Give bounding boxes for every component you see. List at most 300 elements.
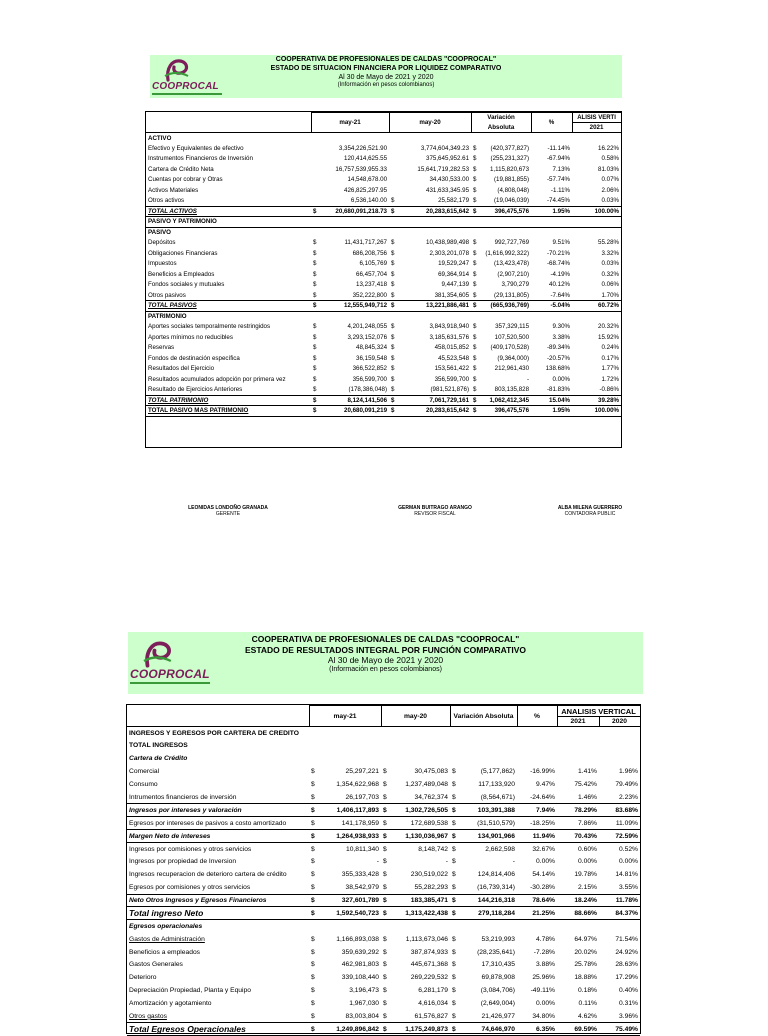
cell-s1 <box>311 175 319 186</box>
row-label: Efectivo y Equivalentes de efectivo <box>148 144 244 152</box>
row-label: Gastos Generales <box>129 961 183 969</box>
cell-v2 <box>390 752 450 765</box>
cell-s1 <box>311 133 319 144</box>
cell-v2: 1,302,726,505 <box>390 804 450 817</box>
cell-v2: 25,582,179 <box>438 197 470 204</box>
cell-v3: (255,231,327) <box>490 155 530 163</box>
row-label: Margen Neto de intereses <box>127 830 309 843</box>
cell-b: 0.52% <box>619 845 638 853</box>
cell-b <box>599 920 640 933</box>
cell-v: 0.06% <box>601 281 620 289</box>
cell-p: 25.96% <box>532 974 555 982</box>
cell-s1 <box>311 217 319 228</box>
cell-v: 15.92% <box>598 333 620 341</box>
cell-v1: 20,680,091,219 <box>319 406 389 417</box>
row-label: Cartera de Crédito Neta <box>148 165 214 173</box>
cell-p: -30.28% <box>530 883 555 891</box>
cell-p: 21.25% <box>517 907 557 920</box>
table-row <box>127 946 640 959</box>
cell-s1: $ <box>311 974 315 982</box>
cell-s3 <box>471 217 479 228</box>
cell-p: -81.83% <box>547 386 571 393</box>
cell-s3: $ <box>452 961 456 969</box>
cell-p: 0.00% <box>552 375 571 383</box>
company-title: COOPERATIVA DE PROFESIONALES DE CALDAS "COOPROCAL" <box>275 56 497 63</box>
cell-s2: $ <box>391 354 395 362</box>
cell-s2: $ <box>383 768 387 776</box>
cell-v3 <box>459 920 517 933</box>
cell-p: 3.38% <box>552 333 571 341</box>
logo-text: COOPROCAL <box>152 81 219 92</box>
logo-tagline-bar <box>152 93 222 95</box>
cell-s3: $ <box>473 354 477 362</box>
table-row <box>146 196 621 207</box>
cell-v1: 48,845,324 <box>356 344 388 352</box>
cell-v3: 144,216,318 <box>459 894 517 907</box>
cell-s2 <box>389 227 397 238</box>
row-label: Consumo <box>129 781 158 788</box>
cell-s2: $ <box>381 830 390 843</box>
cell-p: -67.94% <box>547 155 571 163</box>
cell-s3: $ <box>452 935 456 943</box>
table-row <box>127 881 640 894</box>
cell-v3: 3,790,279 <box>501 281 530 289</box>
cell-s2: $ <box>391 386 395 393</box>
cell-a: 18.88% <box>574 974 597 982</box>
table-row <box>146 290 621 301</box>
table-row <box>127 804 640 817</box>
col-pct: % <box>517 706 557 727</box>
cell-b: 0.00% <box>619 858 638 866</box>
signer-name: GERMAN BUITRAGO ARANGO <box>398 505 472 511</box>
cell-s2: $ <box>381 894 390 907</box>
row-label: Egresos por comisiones y otros servicios <box>129 883 251 891</box>
cell-p: 34.80% <box>532 1012 555 1020</box>
cell-v3: 1,062,412,345 <box>479 395 531 406</box>
cell-p <box>531 133 572 144</box>
cell-s2: $ <box>383 1000 387 1008</box>
cell-v3 <box>479 133 531 144</box>
cell-s2: $ <box>391 291 395 299</box>
cell-s3: $ <box>450 1023 459 1036</box>
cell-b: 71.54% <box>615 935 638 943</box>
cell-v3: (4,808,048) <box>497 186 530 194</box>
cell-s2: $ <box>391 239 395 247</box>
cell-v2: 8,148,742 <box>418 845 448 853</box>
cell-v2: 20,283,615,642 <box>397 206 471 217</box>
table-row <box>127 752 640 765</box>
cell-s1 <box>309 920 318 933</box>
cell-v1: 1,592,540,723 <box>318 907 381 920</box>
cell-p: 1.95% <box>531 406 572 417</box>
cell-p <box>531 311 572 322</box>
company-title: COOPERATIVA DE PROFESIONALES DE CALDAS "COOPROCAL" <box>251 634 520 644</box>
row-label: TOTAL PATRIMONIO <box>146 395 311 406</box>
cell-b: 3.55% <box>619 883 638 891</box>
cell-p: -49.11% <box>530 987 555 995</box>
cell-s2 <box>381 752 390 765</box>
row-label: Amortización y agotamiento <box>129 1000 212 1008</box>
cell-v <box>572 133 621 144</box>
cell-s2 <box>389 143 397 154</box>
cell-v1: 10,811,340 <box>346 845 379 853</box>
cell-b: 17.29% <box>615 974 638 982</box>
cell-s1 <box>311 311 319 322</box>
cell-s3 <box>450 739 459 752</box>
cell-b: 79.49% <box>615 781 638 788</box>
cell-s2 <box>389 154 397 165</box>
cell-s2: $ <box>383 871 387 879</box>
cell-v: 0.03% <box>601 197 620 204</box>
cell-v1: 26,197,703 <box>345 793 379 801</box>
cell-s1: $ <box>311 883 315 891</box>
col-may20: may-20 <box>389 113 471 133</box>
cell-s3: $ <box>473 239 477 247</box>
cell-s2 <box>389 133 397 144</box>
cell-s1: $ <box>313 270 317 278</box>
cell-v3: (9,364,000) <box>497 354 530 362</box>
cell-v3 <box>479 217 531 228</box>
table-row <box>146 185 621 196</box>
row-label: ACTIVO <box>146 133 311 144</box>
row-label: Deterioro <box>129 974 157 982</box>
cell-s2: $ <box>383 819 387 827</box>
cell-v: 0.32% <box>601 270 620 278</box>
row-label: Obligaciones Financieras <box>148 249 218 257</box>
cell-v1: (178,386,048) <box>348 386 388 393</box>
cell-v: 2.06% <box>601 186 620 194</box>
cell-v1: 327,601,789 <box>318 894 381 907</box>
cell-p: 7.13% <box>552 165 571 173</box>
cell-v3: (29,131,805) <box>493 291 530 299</box>
cell-v2: 34,762,374 <box>414 793 448 801</box>
cell-a: 70.43% <box>557 830 599 843</box>
logo-mark-icon <box>140 640 176 668</box>
cell-s2: $ <box>383 961 387 969</box>
cell-v: 1.72% <box>601 375 620 383</box>
cell-v2 <box>390 727 450 740</box>
cell-s1 <box>311 227 319 238</box>
cell-v1: 359,639,292 <box>341 948 379 956</box>
row-label: Resultados acumulados adopción por primera vez <box>148 375 286 383</box>
cell-v3: 396,475,576 <box>479 406 531 417</box>
cell-p: -16.99% <box>530 768 555 776</box>
col-may20: may-20 <box>381 706 450 727</box>
cell-v1: 6,536,140.00 <box>350 197 388 204</box>
cell-p: -20.57% <box>547 354 571 362</box>
cell-v <box>572 217 621 228</box>
signer-name: LEONIDAS LONDOÑO GRANADA <box>188 505 268 511</box>
table-row <box>146 227 621 238</box>
cell-v2: 20,283,615,642 <box>397 406 471 417</box>
cell-a: 64.97% <box>574 935 597 943</box>
row-label: PASIVO <box>146 227 311 238</box>
cell-s3: $ <box>473 155 477 163</box>
cell-s3: $ <box>452 845 456 853</box>
cell-s1: $ <box>311 819 315 827</box>
table-row <box>146 353 621 364</box>
cell-b: 0.40% <box>619 987 638 995</box>
row-label: INGRESOS Y EGRESOS POR CARTERA DE CREDITO <box>129 729 299 737</box>
cell-v3: 69,878,908 <box>481 974 515 982</box>
table-row <box>146 259 621 270</box>
cell-v2: 230,519,022 <box>410 871 448 879</box>
cell-v2: 269,229,532 <box>410 974 448 982</box>
table-row <box>146 385 621 396</box>
col-vertical: ANALISIS VERTICAL <box>557 706 640 717</box>
row-label: PASIVO Y PATRIMONIO <box>146 217 311 228</box>
cell-v2: 458,015,852 <box>434 344 470 352</box>
row-label: Otros activos <box>148 197 185 204</box>
cell-s2: $ <box>391 281 395 289</box>
table-row <box>146 238 621 249</box>
cell-s2: $ <box>381 907 390 920</box>
table-row <box>146 311 621 322</box>
cell-s1 <box>309 752 318 765</box>
cell-v: 39.28% <box>572 395 621 406</box>
table-row <box>146 154 621 165</box>
table-row <box>146 332 621 343</box>
cell-v1 <box>319 311 389 322</box>
cell-s1: $ <box>311 1012 315 1020</box>
logo-tagline-bar <box>130 682 210 684</box>
cell-v3 <box>479 227 531 238</box>
cell-v: 0.17% <box>601 354 620 362</box>
table-row <box>127 907 640 920</box>
cell-v3: 1,115,820,673 <box>489 165 530 173</box>
cell-s1: $ <box>313 375 317 383</box>
cell-v3: 357,329,115 <box>495 323 530 331</box>
table-row <box>146 269 621 280</box>
cooprocal-logo <box>130 640 212 690</box>
cell-s3 <box>450 727 459 740</box>
cell-s2: $ <box>391 344 395 352</box>
cell-p: -68.74% <box>547 260 571 268</box>
table-row <box>146 364 621 375</box>
cell-b <box>599 727 640 740</box>
cell-v1: 38,542,979 <box>345 883 379 891</box>
cell-s2 <box>389 185 397 196</box>
cell-v1 <box>318 739 381 752</box>
cell-v3: 134,901,966 <box>459 830 517 843</box>
cell-a: 75.42% <box>574 781 597 788</box>
signature-revisor <box>385 505 485 517</box>
cell-s2: $ <box>391 365 395 373</box>
cell-s2: $ <box>383 883 387 891</box>
cell-a: 78.29% <box>557 804 599 817</box>
cell-v2: 153,561,422 <box>434 365 470 373</box>
table-row <box>146 301 621 312</box>
cell-s1 <box>311 185 319 196</box>
cell-s2: $ <box>391 260 395 268</box>
cell-v3: (409,170,528) <box>490 344 530 352</box>
cell-v2: 3,185,631,576 <box>429 333 470 341</box>
cell-a: 25.78% <box>574 961 597 969</box>
cell-p: -18.25% <box>530 819 555 827</box>
cell-v1: 355,333,428 <box>341 871 379 879</box>
cell-v2: 381,354,605 <box>434 291 470 299</box>
row-label: Ingresos por propiedad de Inversion <box>129 858 237 866</box>
row-label: TOTAL PASIVO MAS PATRIMONIO <box>146 406 311 417</box>
cell-s1: $ <box>311 395 319 406</box>
cell-v2: 6,281,179 <box>418 987 448 995</box>
table-row <box>146 143 621 154</box>
cell-v1: 83,003,804 <box>345 1012 379 1020</box>
cell-s2: $ <box>389 206 397 217</box>
cell-v3 <box>479 311 531 322</box>
cell-v1: 352,222,800 <box>352 291 388 299</box>
table-row <box>146 395 621 406</box>
cell-s1: $ <box>311 206 319 217</box>
cell-p: 54.14% <box>532 871 555 879</box>
table-row <box>146 206 621 217</box>
cell-v: 55.28% <box>598 239 620 247</box>
row-label: Reservas <box>148 344 175 352</box>
cell-s1: $ <box>313 239 317 247</box>
cell-s1: $ <box>313 249 317 257</box>
cell-s2: $ <box>391 323 395 331</box>
cell-s3: $ <box>473 323 477 331</box>
cell-v2: 34,430,533.00 <box>429 176 470 184</box>
report-date: Al 30 de Mayo de 2021 y 2020 <box>327 655 444 666</box>
cell-p: -57.74% <box>547 176 571 184</box>
table-row <box>146 343 621 354</box>
cell-v2: 30,475,083 <box>414 768 448 776</box>
cell-v1: 462,981,803 <box>341 961 379 969</box>
signer-name: ALBA MILENA GUERRERO <box>557 505 623 511</box>
cell-s3: $ <box>452 768 456 776</box>
cell-v1: 366,522,852 <box>352 365 388 373</box>
cell-s1 <box>311 143 319 154</box>
cell-s2: $ <box>383 974 387 982</box>
cell-v1: 3,196,473 <box>349 987 379 995</box>
cell-v1: 1,264,938,933 <box>318 830 381 843</box>
cell-a: 69.59% <box>557 1023 599 1036</box>
row-label: TOTAL INGRESOS <box>129 742 188 750</box>
cell-v2: 45,523,548 <box>438 354 470 362</box>
cell-s3: $ <box>473 270 477 278</box>
cell-s1: $ <box>311 871 315 879</box>
col-year-2021: 2021 <box>572 123 621 133</box>
row-label: Total ingreso Neto <box>127 907 309 920</box>
cell-s2: $ <box>383 793 387 801</box>
row-label: Total Egresos Operacionales <box>127 1023 309 1036</box>
table-row <box>127 727 640 740</box>
cell-p: -7.28% <box>533 948 555 956</box>
cell-v3: (31,510,579) <box>477 819 515 827</box>
cell-v3 <box>459 752 517 765</box>
cell-s3: $ <box>452 871 456 879</box>
logo-mark-icon <box>162 58 192 82</box>
cell-a: 1.41% <box>578 768 597 776</box>
signer-role: REVISOR FISCAL <box>414 511 456 517</box>
cell-b <box>599 752 640 765</box>
table-row <box>127 765 640 778</box>
cell-v3: 53,219,993 <box>481 935 515 943</box>
cell-s2 <box>381 920 390 933</box>
cell-v1: 6,105,769 <box>359 260 388 268</box>
cell-v1: 11,431,717,267 <box>344 239 388 247</box>
cell-b: 83.68% <box>599 804 640 817</box>
row-label: Ingresos por intereses y valoración <box>127 804 309 817</box>
cell-v1: 36,159,548 <box>356 354 388 362</box>
cell-v2: 69,364,914 <box>438 270 470 278</box>
table-row <box>127 894 640 907</box>
cell-v1 <box>318 920 381 933</box>
cell-p: 0.00% <box>536 858 555 866</box>
cell-s1 <box>311 164 319 175</box>
cell-v2: 445,671,368 <box>410 961 448 969</box>
row-label: Otros gastos <box>129 1012 167 1020</box>
table-row <box>146 217 621 228</box>
cell-s3: $ <box>452 1000 456 1008</box>
cell-s3: $ <box>471 406 479 417</box>
row-label: Fondos sociales y mutuales <box>148 281 225 289</box>
cell-a: 2.15% <box>578 883 597 891</box>
cell-s3: $ <box>473 176 477 184</box>
cell-s1: $ <box>309 894 318 907</box>
cell-v2: 61,576,827 <box>414 1012 448 1020</box>
cell-s1: $ <box>309 830 318 843</box>
cell-v2: 1,175,249,873 <box>390 1023 450 1036</box>
col-pct: % <box>531 113 572 133</box>
table-row <box>146 133 621 144</box>
cell-a: 0.11% <box>578 1000 597 1008</box>
row-label: Fondos de destinación específica <box>148 354 240 362</box>
cell-v2: 431,633,345.95 <box>426 186 470 194</box>
cell-v: -0.86% <box>599 386 620 393</box>
table-row <box>127 830 640 843</box>
cell-s1: $ <box>311 961 315 969</box>
cell-s1: $ <box>311 987 315 995</box>
cell-s2: $ <box>383 935 387 943</box>
cell-b: 24.92% <box>615 948 638 956</box>
row-label: Resultado de Ejercicios Anteriores <box>148 386 243 393</box>
cell-v2: 172,689,538 <box>410 819 448 827</box>
cell-s3: $ <box>473 249 477 257</box>
row-label: Comercial <box>129 768 160 776</box>
cell-s3: $ <box>452 819 456 827</box>
cell-v3: (28,235,641) <box>477 948 515 956</box>
row-label: Ingresos por comisiones y otros servicios <box>129 845 252 853</box>
income-table <box>127 705 641 1036</box>
cell-s1: $ <box>311 948 315 956</box>
report-date: Al 30 de Mayo de 2021 y 2020 <box>338 73 434 81</box>
col-vertical: ALISIS VERTI <box>572 113 621 123</box>
col-may21: may-21 <box>309 706 381 727</box>
cell-s3: $ <box>473 186 477 194</box>
cell-s3: $ <box>473 365 477 373</box>
cell-s3: $ <box>473 165 477 173</box>
row-label: Activos Materiales <box>148 186 199 194</box>
row-label: Aportes sociales temporalmente restringidos <box>148 323 271 331</box>
cell-v1: 66,457,704 <box>356 270 388 278</box>
cell-s1: $ <box>311 935 315 943</box>
cell-b: 11.09% <box>615 819 638 827</box>
cell-v1: 120,414,625.55 <box>344 155 388 163</box>
cell-v2: 183,385,471 <box>390 894 450 907</box>
cell-s2: $ <box>383 1012 387 1020</box>
cell-v2 <box>397 311 471 322</box>
cell-v1 <box>319 227 389 238</box>
cell-s3: $ <box>473 281 477 289</box>
cell-p: 78.64% <box>517 894 557 907</box>
cell-s3 <box>450 752 459 765</box>
cell-b: 1.96% <box>619 768 638 776</box>
cell-s3: $ <box>473 375 477 383</box>
cell-v2: 2,303,201,078 <box>429 249 470 257</box>
cell-v1 <box>319 133 389 144</box>
